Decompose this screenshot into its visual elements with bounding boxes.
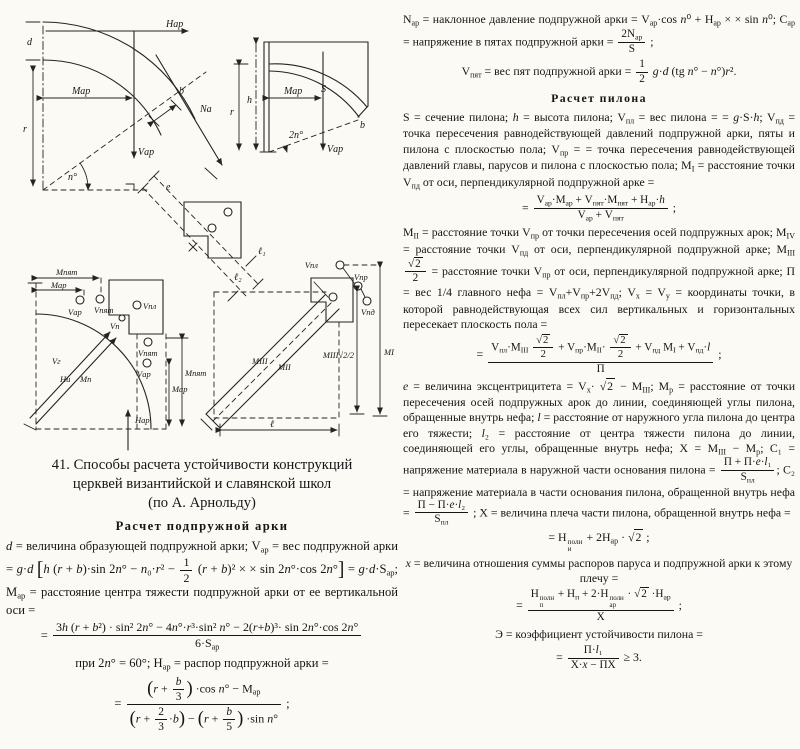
- label-m-p: Мп: [80, 374, 92, 384]
- label-v-pyat-right: Vпят: [138, 348, 158, 358]
- right-column: [403, 12, 795, 675]
- left-column: [6, 0, 398, 736]
- pylon-formula-m1: = $V_{ар}\cdot M_{ар} + V_{пят}\cdot M_{пят} + H_{ар}\cdot h$ $V_{ар} + V_{пят}$ ;: [521, 193, 677, 223]
- label-v-ar-right: Vар: [137, 369, 151, 379]
- label-l1: ℓ₁: [258, 246, 266, 257]
- label-n-angle: n°: [68, 172, 77, 183]
- label-e: e: [166, 182, 171, 193]
- label-m-pyat-right: Мпят: [185, 368, 207, 378]
- pylon-stability-formula: = П·l₁ X·x − ПХ ≥ 3.: [556, 643, 642, 671]
- label-m-ar-right: Мар: [172, 384, 188, 394]
- pylon-formula-vx: = $V_{пл}\cdot M_{III}$ $\frac{√2}{2}$ + $V_{пр}\cdot M_{II}\cdot$ $\frac{√2}{2}$ + $V_{пд}$ $M_I + V_{пд}\cdot l$ П ;: [476, 335, 722, 375]
- arch-results-paragraph: $N_{ар}$ = наклонное давление подпружной арки = $V_{ар}\cdot\cos$ $n^0 + H_{ар}$ × × sin n⁰; $C_{ар}$ = напряжение в пятах подпружной арки = $2N_{ар}$ S ;: [403, 12, 795, 56]
- label-r: r: [23, 124, 27, 135]
- label-v-ar: Vар: [138, 147, 155, 158]
- section-heading-arch: Расчет подпружной арки: [115, 518, 289, 533]
- label-v-p: Vп: [110, 321, 120, 331]
- label-v-pr-5: Vпр: [354, 272, 368, 282]
- label-m3-bar: MIII: [252, 356, 268, 366]
- item-title: 41. Способы расчета устойчивости конструкций церквей византийской и славянской школ (по А. Арнольду): [51, 457, 353, 511]
- pylon-paragraph-2: $M_{II}$ = расстояние точки $V_{пр}$ от точки пересечения осей подпружных арок; $M_{IV}$ = расстояние точки $V_{пд}$ от оси, перпендикулярной подпружной арке; $M_{III}$ $\frac{√2}{2}$ = расстояние точки $V_{пр}$ от оси, перпендикулярной подпружной арке; П = вес 1/4 главного нефа = $V_{пл}+V_{пр}+2V_{пд}$; $V_x = V_y$ = координаты точки, в которой равнодействующая всех сил вертикальных и горизонтальных пересекает плоскость пола =: [403, 225, 796, 332]
- label-v-g: Vг: [52, 356, 61, 366]
- arch-vpyat-formula: $V_{пят}$ = вес пят подпружной арки = $\frac{1}{2}$ g·d (tg n° − n°)r².: [461, 57, 737, 85]
- label-v-pl: Vпл: [143, 301, 157, 311]
- section-heading-pylon: Расчет пилона: [551, 90, 647, 105]
- arch-formula-mar: = 3h (r + b²) · sin² 2n° − 4n°·r³·sin² n° − 2(r+b)³· sin 2n°·cos 2n° $6\cdot S_{ар}$: [6, 621, 398, 652]
- arch-paragraph: d = величина образующей подпружной арки; $V_{ар}$ = вес подпружной арки = g·d [h (r + b)·sin 2n° − n₀·r² − $\frac{1}{2}$ (r + b)² × × sin 2n°·cos $2n^\circ] = g\cdot d\cdot S_{ар}$; $M_{ар}$ = расстояние центра тяжести подпружной арки от ее вертикальной оси =: [6, 539, 399, 617]
- figure-structural-diagrams: [6, 0, 398, 452]
- arch-condition-line: при 2n° = 60°; $H_{ар}$ = распор подпружной арки =: [75, 656, 329, 672]
- arch-formula-har: = (r + $\frac{b}{3}$ ) ·cos $n^\circ - M_{ар}$ (r + $\frac{2}{3}$ ·b) − (r + $\frac{b}{5}$ ) ·sin n° ;: [114, 675, 290, 733]
- label-m3-dim: MIII√2/2: [322, 350, 354, 360]
- label-h-i: Hи: [60, 374, 71, 384]
- pylon-formula-x-ratio: = H полн п + $H_п + 2\cdot H$ полн ар · $√2 \cdot H_{ар}$ X ;: [516, 587, 682, 623]
- pylon-paragraph-5: Э = коэффициент устойчивости пилона =: [495, 626, 703, 641]
- label-m2-bar: MII: [278, 362, 291, 372]
- label-v-ar2: Vар: [327, 144, 344, 155]
- label-v-ar-top: Vар: [68, 307, 82, 317]
- pylon-paragraph-1: S = сечение пилона; h = высота пилона; $V_{пл}$ = вес пилона = = g·S·h; $V_{пд}$ = точка пересечения равнодействующей давлений подпружной арки, пяты и пилона с плоскостью пола; $V_{пр}$ = = точка пересечения равнодействующей давлений главы, парусов и пилона с плоскостью пола; $M_I$ = расстояние точки $V_{пд}$ от оси, перпендикулярной подпружной арке =: [403, 109, 796, 191]
- label-d: d: [27, 37, 32, 48]
- label-2n-angle: 2n°: [289, 130, 303, 141]
- label-h: h: [247, 95, 252, 106]
- label-m-ar2: Мар: [284, 86, 303, 97]
- label-h-ar-bottom: Hар: [135, 415, 150, 425]
- pylon-formula-x-arm: = H полн и + $2H_{ар} \cdot √2$ ;: [548, 529, 650, 554]
- label-m-pyat-top: Мпят: [56, 267, 78, 277]
- label-b2: b: [360, 120, 365, 131]
- label-n-force: Nа: [200, 104, 212, 115]
- arch-elevation-diagram: [23, 19, 222, 190]
- label-h-ar: Hар: [166, 19, 184, 30]
- label-s-section: S: [321, 84, 326, 95]
- label-v-pd-5: Vпд: [361, 307, 375, 317]
- pylon-diagonal-diagram: [201, 260, 395, 436]
- label-l-dim: ℓ: [270, 419, 275, 430]
- label-r2: r: [230, 107, 234, 118]
- label-m1-dim: MI: [384, 347, 394, 357]
- pylon-plan-diagram: [24, 267, 206, 450]
- label-m-ar: Мар: [72, 86, 91, 97]
- label-v-pl-5: Vпл: [304, 260, 318, 270]
- label-l2: ℓ₂: [234, 272, 242, 283]
- pylon-paragraph-4: x = величина отношения суммы распоров паруса и подпружной арки к этому плечу =: [405, 555, 793, 585]
- label-v-pyat-top: Vпят: [94, 305, 114, 315]
- arch-section-diagram: [230, 42, 368, 155]
- label-m-ar-top: Мар: [51, 280, 67, 290]
- label-b: b: [179, 86, 184, 97]
- pylon-paragraph-3: e = величина эксцентрицитета = $V_x\cdot √2 - M_{III}$; $M_р$ = расстояние от точки пересечения осей подпружных арок до линии, соединяющей углы пилона, обращенные внутрь нефа; l = расстояние от наружного угла пилона до центра его тяжести; l₂ = расстояние от центра тяжести пилона до линии, соединяющей его углы, обращенные внутрь нефа; $X = M_{III} - M_р$; C₁ = напряжение материала в наружной части основания пилона = П + П·e·l₁ $S_{пл}$ ; C₂ = напряжение материала в части основания пилона, обращенной внутрь нефа = П − П·e·l₂ $S_{пл}$ ; X = величина плеча части пилона, обращенной внутрь нефа =: [403, 378, 796, 527]
- pylon-cross-section-diagram: [138, 168, 266, 301]
